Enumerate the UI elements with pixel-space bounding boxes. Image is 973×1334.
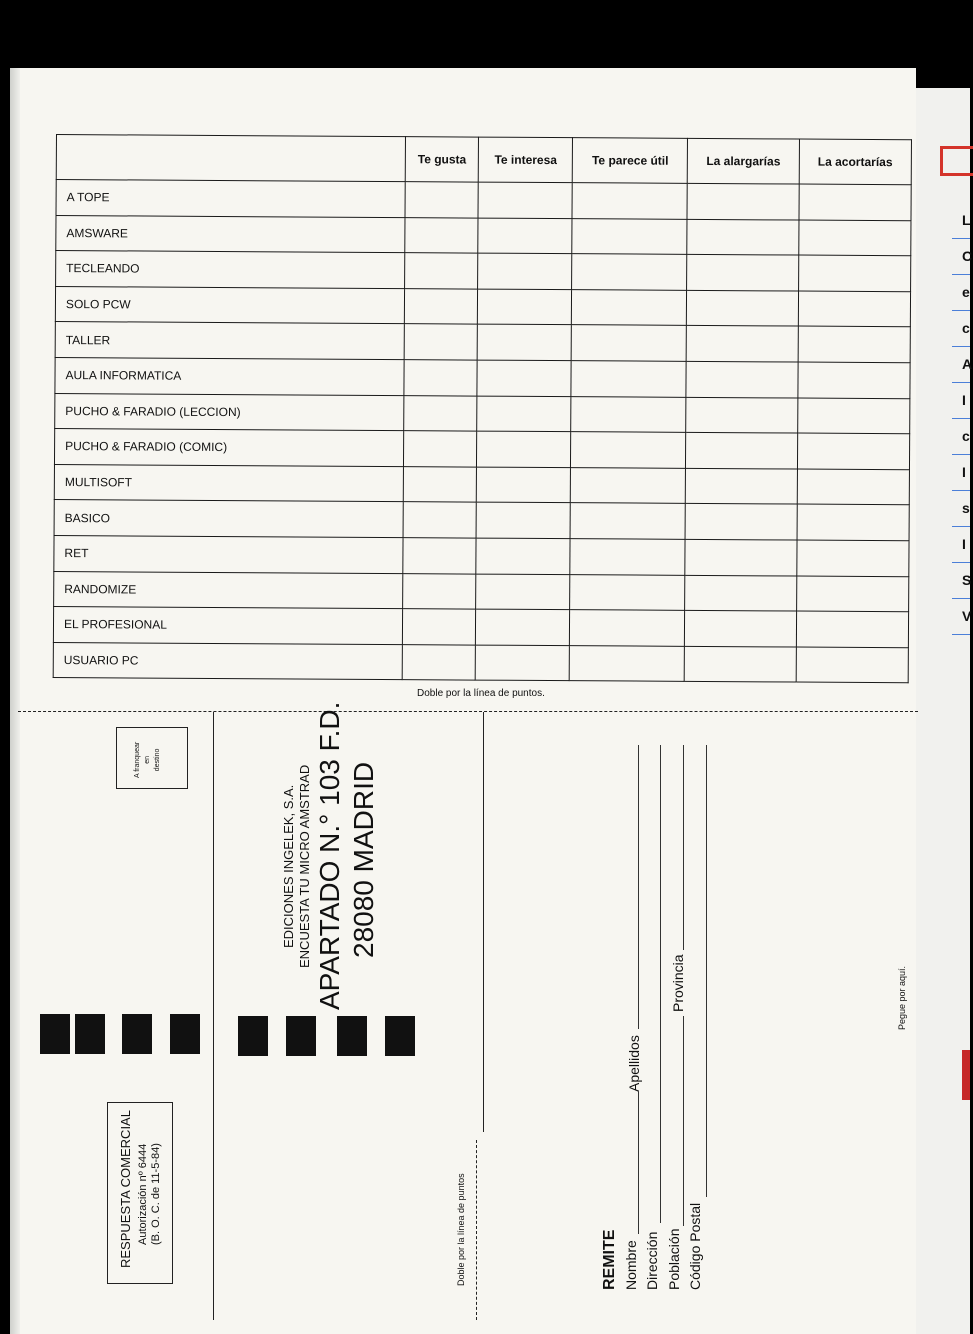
- remite-codigo-postal-label: Código Postal: [687, 1202, 703, 1290]
- next-page-rule: [952, 526, 970, 527]
- survey-checkbox-cell[interactable]: [476, 538, 570, 574]
- survey-checkbox-cell[interactable]: [797, 504, 910, 540]
- postal-bar: [40, 1014, 70, 1054]
- remite-provincia-label: Provincia: [670, 954, 686, 1012]
- postal-bar: [337, 1016, 367, 1056]
- survey-checkbox-cell[interactable]: [686, 468, 798, 504]
- survey-checkbox-cell[interactable]: [476, 574, 570, 610]
- survey-checkbox-cell[interactable]: [404, 288, 478, 324]
- survey-section-name: AMSWARE: [56, 215, 405, 253]
- survey-checkbox-cell[interactable]: [686, 433, 798, 469]
- survey-checkbox-cell[interactable]: [687, 290, 799, 326]
- survey-checkbox-cell[interactable]: [798, 362, 911, 398]
- survey-checkbox-cell[interactable]: [403, 538, 477, 574]
- respuesta-line-1: RESPUESTA COMERCIAL: [118, 1110, 133, 1268]
- stamp-line-1: A franquear: [134, 741, 141, 778]
- survey-row: [53, 607, 908, 648]
- next-page-letter: c: [962, 320, 970, 336]
- survey-checkbox-cell[interactable]: [685, 539, 797, 575]
- survey-checkbox-cell[interactable]: [477, 360, 571, 396]
- survey-checkbox-cell[interactable]: [572, 254, 687, 290]
- fold-label-vertical: Doble por la línea de puntos: [456, 1173, 466, 1286]
- postal-bar: [75, 1014, 105, 1054]
- survey-checkbox-cell[interactable]: [405, 217, 479, 253]
- next-page-letter: C: [962, 248, 973, 264]
- remite-nombre-label: Nombre: [623, 1240, 639, 1290]
- survey-section-name: AULA INFORMATICA: [55, 357, 404, 395]
- next-page-letter: I: [962, 536, 966, 552]
- card-divider-left: [213, 712, 214, 1320]
- survey-checkbox-cell[interactable]: [478, 289, 572, 325]
- remite-provincia-line: [683, 745, 684, 950]
- postal-bar: [238, 1016, 268, 1056]
- survey-row: [54, 500, 909, 541]
- next-page-letter: c: [962, 428, 970, 444]
- survey-checkbox-cell[interactable]: [687, 219, 799, 255]
- next-page-rule: [952, 634, 970, 635]
- remite-apellidos-line: [638, 745, 639, 1029]
- survey-table: [53, 134, 912, 684]
- survey-checkbox-cell[interactable]: [571, 503, 686, 539]
- survey-section-name: A TOPE: [56, 180, 405, 218]
- next-page-rule: [952, 310, 970, 311]
- survey-checkbox-cell[interactable]: [403, 573, 477, 609]
- survey-section-name: PUCHO & FARADIO (COMIC): [54, 429, 403, 467]
- next-page-letter: s: [962, 500, 970, 516]
- next-page-rule: [952, 454, 970, 455]
- postal-bar: [122, 1014, 152, 1054]
- postal-bar: [286, 1016, 316, 1056]
- survey-checkbox-cell[interactable]: [686, 361, 798, 397]
- survey-row: [54, 429, 909, 470]
- survey-checkbox-cell[interactable]: [478, 218, 572, 254]
- survey-section-name: RET: [54, 535, 403, 573]
- survey-checkbox-cell[interactable]: [403, 502, 477, 538]
- next-page-letter: S: [962, 572, 972, 588]
- survey-checkbox-cell[interactable]: [798, 220, 911, 256]
- survey-checkbox-cell[interactable]: [478, 182, 572, 218]
- survey-column-header: La acortarías: [799, 139, 912, 185]
- survey-body: [53, 180, 911, 684]
- survey-checkbox-cell[interactable]: [797, 433, 910, 469]
- survey-row: [54, 535, 909, 576]
- remite-apellidos-label: Apellidos: [626, 1035, 642, 1092]
- survey-row: [54, 464, 909, 505]
- survey-column-header: La alargarías: [688, 138, 800, 184]
- survey-checkbox-cell[interactable]: [571, 396, 686, 432]
- remite-nombre-line: [638, 1092, 639, 1234]
- remite-poblacion-line: [683, 1016, 684, 1226]
- survey-checkbox-cell[interactable]: [685, 646, 797, 682]
- survey-checkbox-cell[interactable]: [796, 611, 909, 647]
- survey-checkbox-cell[interactable]: [570, 645, 685, 681]
- next-page-rule: [952, 274, 970, 275]
- survey-section-name: TALLER: [55, 322, 404, 360]
- remite-title: REMITE: [601, 1229, 618, 1290]
- survey-row: [56, 251, 911, 292]
- next-page-red-block: [962, 1050, 970, 1100]
- postal-bar: [170, 1014, 200, 1054]
- survey-checkbox-cell[interactable]: [685, 504, 797, 540]
- survey-checkbox-cell[interactable]: [404, 395, 478, 431]
- card-divider-right-solid: [483, 712, 484, 1132]
- survey-section-name: EL PROFESIONAL: [53, 607, 402, 645]
- survey-checkbox-cell[interactable]: [571, 432, 686, 468]
- survey-checkbox-cell[interactable]: [403, 466, 477, 502]
- respuesta-line-2: Autorización nº 6444: [137, 1143, 149, 1245]
- postal-bar: [385, 1016, 415, 1056]
- remite-direccion-line: [660, 745, 661, 1223]
- survey-checkbox-cell[interactable]: [687, 255, 799, 291]
- next-page-rule: [952, 490, 970, 491]
- survey-checkbox-cell[interactable]: [570, 574, 685, 610]
- survey-checkbox-cell[interactable]: [403, 431, 477, 467]
- survey-row: [55, 357, 910, 398]
- glue-label: Pegue por aquí.: [897, 965, 907, 1030]
- remite-poblacion-label: Población: [666, 1228, 682, 1290]
- card-divider-right-dashed: [476, 1140, 477, 1320]
- survey-column-header: Te parece útil: [573, 138, 688, 184]
- survey-checkbox-cell[interactable]: [797, 398, 910, 434]
- survey-checkbox-cell[interactable]: [477, 431, 571, 467]
- survey-checkbox-cell[interactable]: [570, 539, 685, 575]
- survey-checkbox-cell[interactable]: [686, 397, 798, 433]
- survey-checkbox-cell[interactable]: [798, 326, 911, 362]
- survey-checkbox-cell[interactable]: [477, 324, 571, 360]
- next-page-letter: A: [962, 356, 973, 372]
- survey-checkbox-cell[interactable]: [799, 184, 912, 220]
- stamp-line-2: en: [144, 756, 151, 764]
- next-page-letter: V: [962, 608, 972, 624]
- stamp-text: [133, 742, 163, 778]
- fold-line: [18, 711, 918, 712]
- survey-section-name: MULTISOFT: [54, 464, 403, 502]
- survey-checkbox-cell[interactable]: [572, 218, 687, 254]
- survey-section-name: RANDOMIZE: [54, 571, 403, 609]
- survey-checkbox-cell[interactable]: [687, 183, 799, 219]
- survey-checkbox-cell[interactable]: [475, 645, 569, 681]
- respuesta-line-3: (B. O. C. de 11-5-84): [150, 1143, 162, 1245]
- survey-checkbox-cell[interactable]: [404, 324, 478, 360]
- survey-checkbox-cell[interactable]: [796, 647, 909, 683]
- survey-checkbox-cell[interactable]: [685, 610, 797, 646]
- survey-section-name: SOLO PCW: [55, 286, 404, 324]
- address-box: APARTADO N.° 103 F.D.: [314, 701, 345, 1010]
- next-page-rule: [952, 562, 970, 563]
- survey-checkbox-cell[interactable]: [685, 575, 797, 611]
- survey-checkbox-cell[interactable]: [572, 183, 687, 219]
- survey-checkbox-cell[interactable]: [797, 469, 910, 505]
- survey-checkbox-cell[interactable]: [476, 502, 570, 538]
- fold-label: Doble por la línea de puntos.: [417, 688, 545, 699]
- next-page-letter: I: [962, 392, 966, 408]
- survey-checkbox-cell[interactable]: [570, 610, 685, 646]
- survey-checkbox-cell[interactable]: [476, 609, 570, 645]
- survey-checkbox-cell[interactable]: [572, 325, 687, 361]
- survey-row: [56, 180, 911, 221]
- stamp-line-3: destino: [154, 748, 161, 772]
- survey-checkbox-cell[interactable]: [572, 289, 687, 325]
- survey-checkbox-cell[interactable]: [404, 360, 478, 396]
- survey-checkbox-cell[interactable]: [686, 326, 798, 362]
- address-company: EDICIONES INGELEK, S.A.: [281, 784, 296, 948]
- survey-checkbox-cell[interactable]: [798, 291, 911, 327]
- next-page-letter: L: [962, 212, 971, 228]
- page-edge: [10, 68, 20, 1334]
- survey-checkbox-cell[interactable]: [571, 361, 686, 397]
- survey-section-name: PUCHO & FARADIO (LECCION): [55, 393, 404, 431]
- next-page-rule: [952, 238, 970, 239]
- remite-direccion-label: Dirección: [644, 1231, 660, 1290]
- survey-row: [53, 642, 908, 683]
- next-page-rule: [952, 418, 970, 419]
- survey-section-name: TECLEANDO: [56, 251, 405, 289]
- survey-section-name: USUARIO PC: [53, 642, 402, 680]
- next-page-rule: [952, 382, 970, 383]
- survey-row: [55, 393, 910, 434]
- survey-checkbox-cell[interactable]: [571, 467, 686, 503]
- survey-row: [55, 286, 910, 327]
- survey-checkbox-cell[interactable]: [402, 644, 476, 680]
- survey-header-blank: [56, 135, 405, 182]
- remite-codigo-postal-line: [706, 745, 707, 1197]
- survey-checkbox-cell[interactable]: [405, 253, 479, 289]
- next-page-rule: [952, 346, 970, 347]
- survey-checkbox-cell[interactable]: [477, 396, 571, 432]
- survey-checkbox-cell[interactable]: [402, 609, 476, 645]
- next-page-accent-mark: [940, 146, 973, 176]
- next-page-letter: I: [962, 464, 966, 480]
- survey-row: [55, 322, 910, 363]
- survey-column-header: Te gusta: [405, 137, 479, 182]
- next-page-rule: [952, 598, 970, 599]
- survey-row: [54, 571, 909, 612]
- survey-row: [56, 215, 911, 256]
- survey-checkbox-cell[interactable]: [798, 255, 911, 291]
- survey-checkbox-cell[interactable]: [478, 253, 572, 289]
- survey-checkbox-cell[interactable]: [796, 576, 909, 612]
- survey-checkbox-cell[interactable]: [796, 540, 909, 576]
- address-survey: ENCUESTA TU MICRO AMSTRAD: [297, 764, 312, 968]
- survey-section-name: BASICO: [54, 500, 403, 538]
- survey-header-row: [56, 135, 911, 185]
- survey-checkbox-cell[interactable]: [477, 467, 571, 503]
- next-page-letter: e: [962, 284, 970, 300]
- address-city: 28080 MADRID: [348, 761, 379, 958]
- survey-checkbox-cell[interactable]: [405, 182, 479, 218]
- survey-column-header: Te interesa: [479, 137, 573, 183]
